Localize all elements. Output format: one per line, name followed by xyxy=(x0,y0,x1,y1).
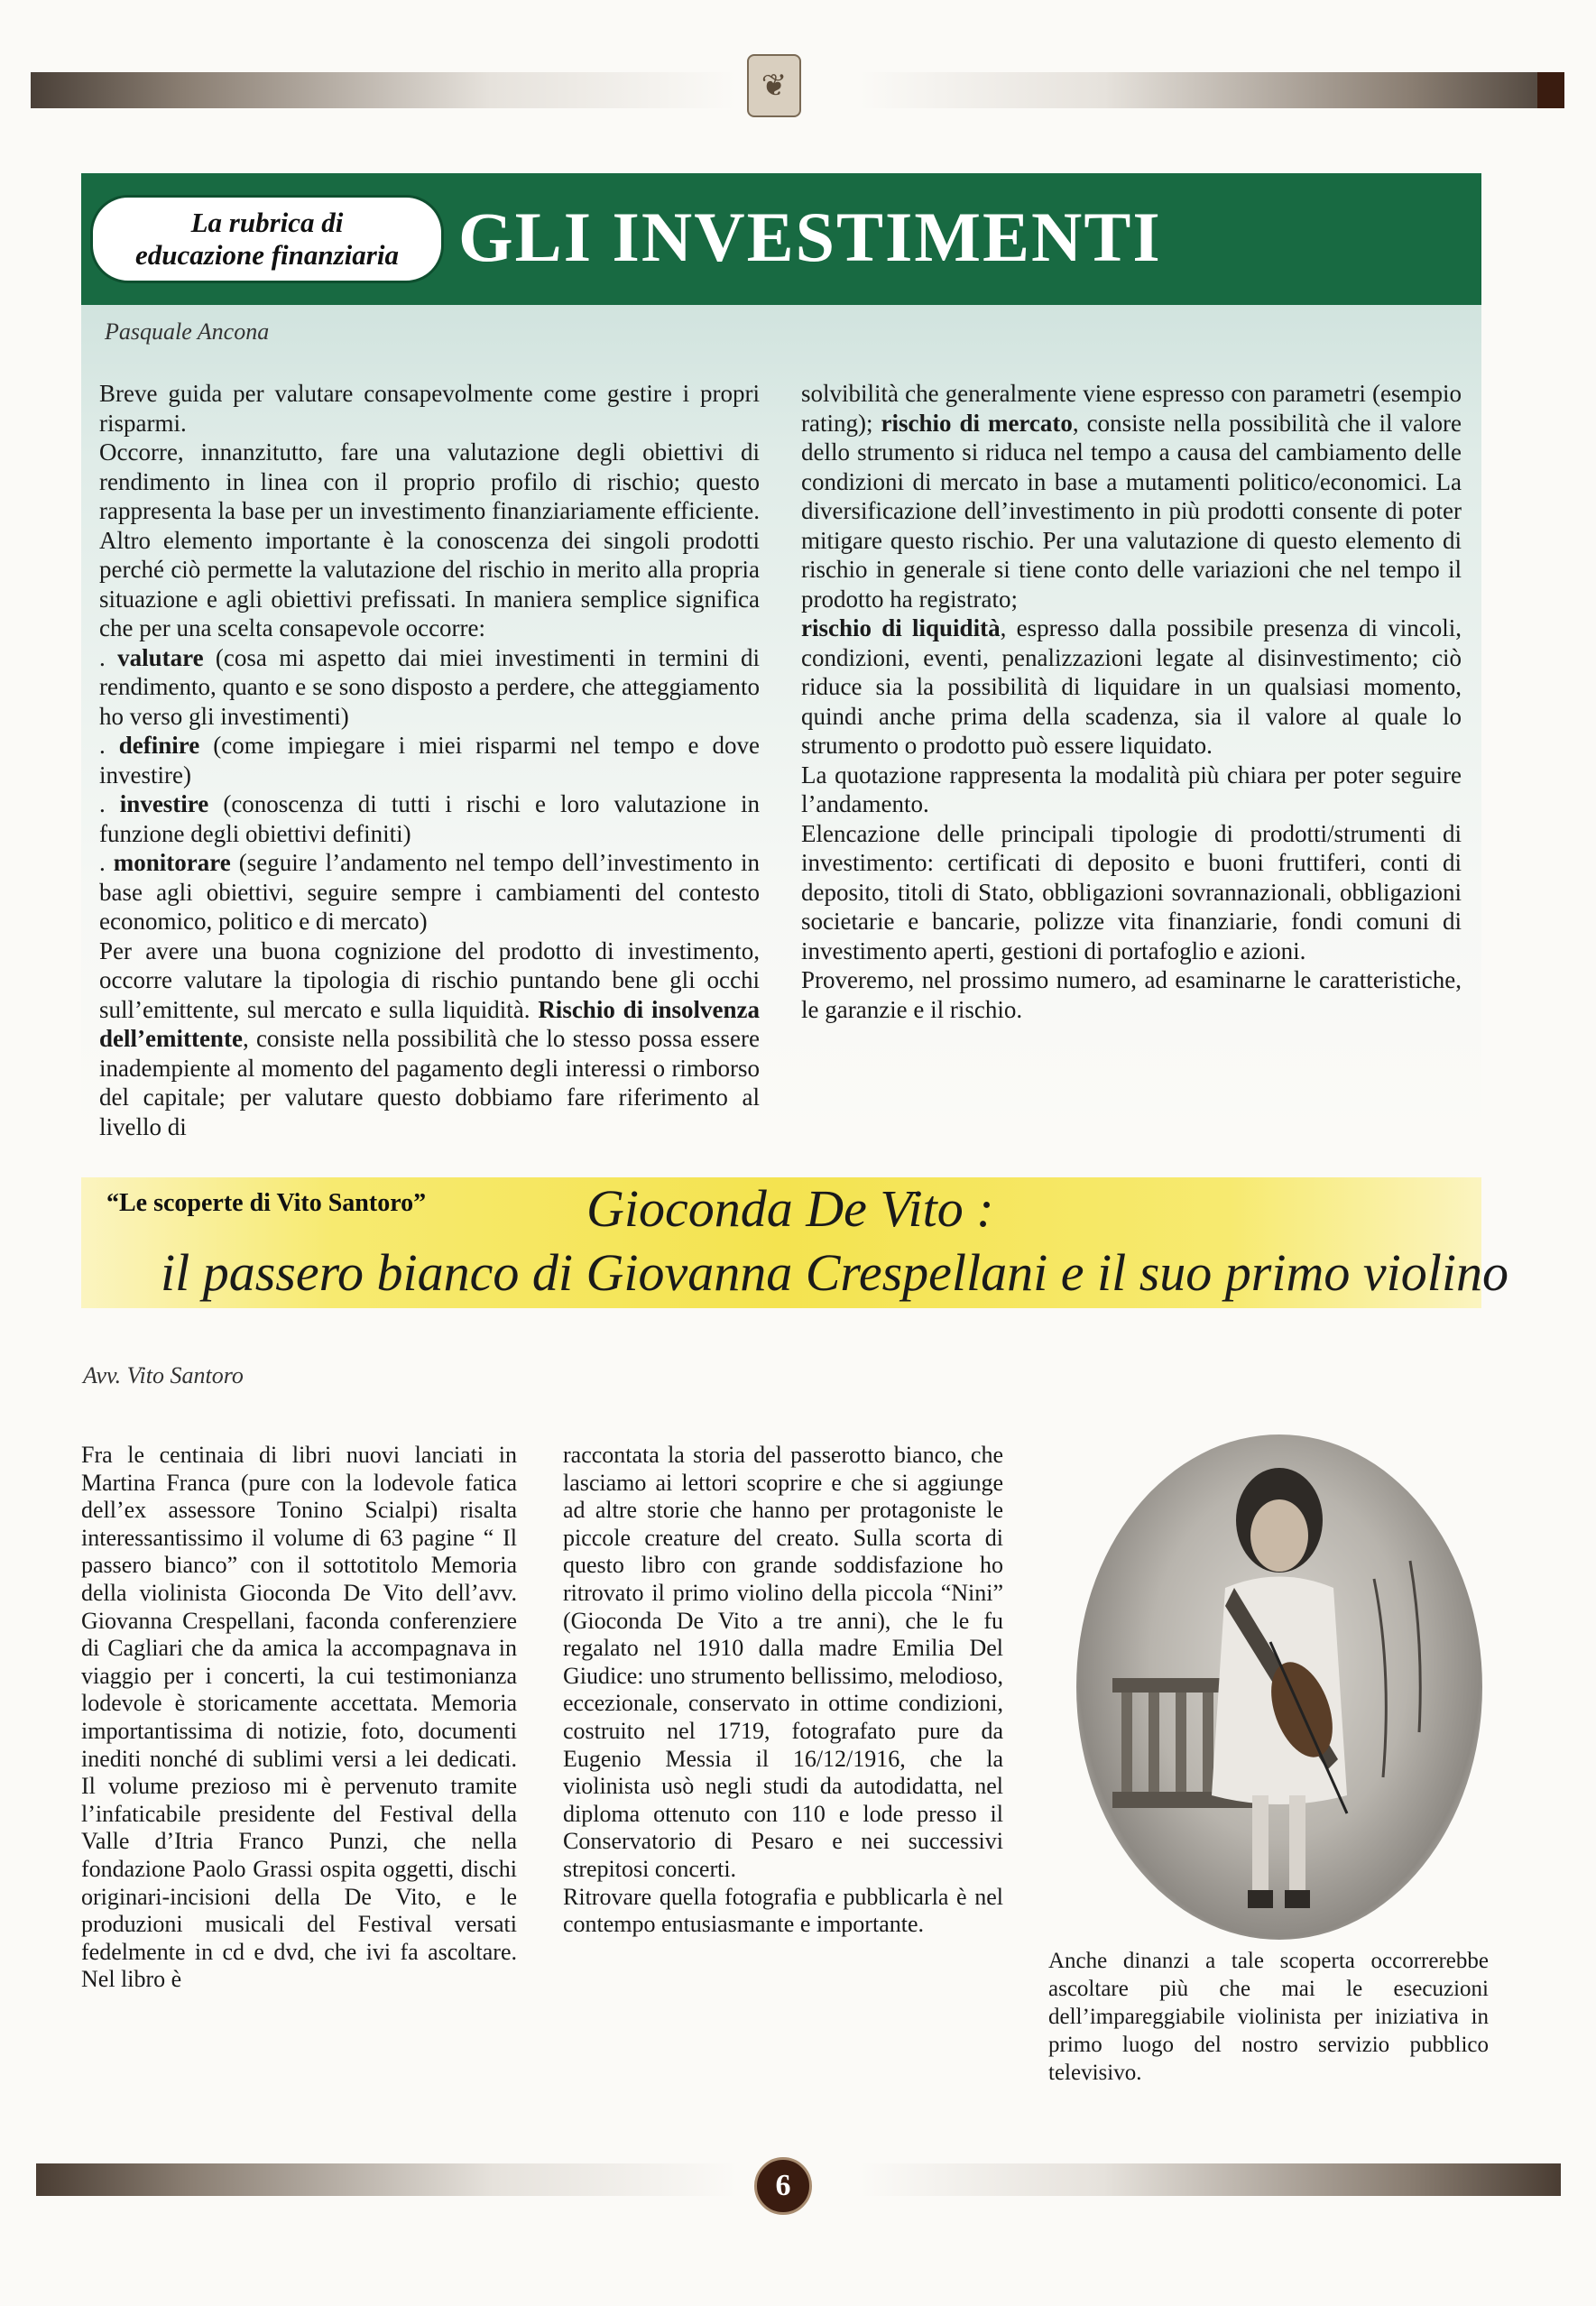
article-title-line2: il passero bianco di Giovanna Crespellani e il suo primo violino xyxy=(161,1243,1508,1302)
paragraph: Breve guida per valutare consapevolmente come gestire i propri risparmi. xyxy=(99,380,760,437)
article-title-line1: Gioconda De Vito : xyxy=(586,1179,994,1238)
text-run: , consiste nella possibilità che il valore dello strumento si riduca nel tempo a causa del cambiamento delle condizioni di mercato in base a mutamenti politico/economici. La diversificazione dell’investimento in più prodotti consente di poter mitigare questo rischio. Per una valutazione di questo elemento di rischio in generale si tiene conto delle variazioni che nel tempo il prodotto ha registrato; xyxy=(801,409,1462,613)
text-run: Per avere una buona cognizione del prodotto di investimento, occorre valutare la tipologia di rischio puntando bene gli occhi sull’emittente, sul mercato e sulla liquidità. xyxy=(99,936,760,1023)
paragraph: Elencazione delle principali tipologie di prodotti/strumenti di investimento: certificati di deposito e buoni fruttiferi, conti di deposito, titoli di Stato, obbligazioni sovrannazionali, obbligazioni societarie e bancarie, polizze vita finanziarie, fondi comuni di investimento aperti, gestioni di portafoglio e azioni. xyxy=(801,819,1462,964)
article-author: Avv. Vito Santoro xyxy=(83,1362,244,1388)
article-column-1 xyxy=(81,1442,517,1994)
investimenti-right-column xyxy=(801,379,1462,1024)
emblem-icon: ❦ xyxy=(747,54,801,117)
paragraph xyxy=(801,613,1462,761)
section-title: GLI INVESTIMENTI xyxy=(458,198,1162,276)
rubric-line2: educazione finanziaria xyxy=(135,239,399,271)
text-run: (seguire l’andamento nel tempo dell’investimento in base agli obiettivi, seguire sempre i cambiamenti del contesto economico, politico e di mercato) xyxy=(99,849,761,935)
text-run: (come impiegare i miei risparmi nel tempo e dove investire) xyxy=(99,732,760,789)
rubric-line1: La rubrica di xyxy=(190,207,344,238)
gioconda-de-vito-photo xyxy=(1076,1434,1482,1940)
paragraph: Fra le centinaia di libri nuovi lanciati in Martina Franca (pure con la lodevole fatica dell’ex assessore Tonino Scialpi) risalta interessantissimo il volume di 63 pagine “ Il passero bianco” con il sottotitolo Memoria della violinista Gioconda De Vito dell’avv. Giovanna Crespellani, faconda conferenziere di Cagliari che da amica la accompagnava in viaggio per i concerti, la cui testimonianza lodevole è storicamente accettata. Memoria importantissima di notizie, foto, documenti inediti nonché di sublimi versi a lei dedicati. Il volume prezioso mi è pervenuto tramite l’infaticabile presidente del Festival della Valle d’Itria Franco Punzi, che nella fondazione Paolo Grassi ospita oggetti, dischi originari-incisioni della De Vito, e le produzioni musicali del Festival versati fedelmente in cd e dvd, che ivi fa ascoltare. Nel libro è xyxy=(81,1442,517,1993)
paragraph xyxy=(801,379,1462,613)
violinist-girl-image xyxy=(1076,1434,1482,1940)
bold-term: investire xyxy=(119,790,209,817)
text-run: solvibilità che generalmente viene espresso con parametri (esempio rating); xyxy=(801,380,1462,437)
paragraph xyxy=(99,789,760,848)
investimenti-author: Pasquale Ancona xyxy=(105,318,270,345)
text-run: (conoscenza di tutti i rischi e loro valutazione in funzione degli obiettivi definiti) xyxy=(99,790,760,847)
bold-term: valutare xyxy=(117,643,204,671)
photo-caption: Anche dinanzi a tale scoperta occorrerebbe ascoltare più che mai le esecuzioni dell’impareggiabile violinista per iniziativa in primo luogo del nostro servizio pubblico televisivo. xyxy=(1048,1949,1489,2085)
paragraph: La quotazione rappresenta la modalità più chiara per poter seguire l’andamento. xyxy=(801,761,1462,817)
bold-term: definire xyxy=(118,732,200,759)
text-run: , consiste nella possibilità che lo stesso possa essere inadempiente al momento del pagamento degli interessi o rimborso del capitale; per valutare questo dobbiamo fare riferimento al livello di xyxy=(99,1025,760,1140)
rubric-badge xyxy=(90,195,444,283)
text-run: . xyxy=(99,732,119,759)
paragraph: Proveremo, nel prossimo numero, ad esaminarne le caratteristiche, le garanzie e il rischio. xyxy=(801,966,1462,1023)
article-column-2 xyxy=(563,1442,1003,1939)
text-run: . xyxy=(99,643,118,671)
investimenti-left-column xyxy=(99,379,760,1141)
text-run: (cosa mi aspetto dai miei investimenti in termini di rendimento, quanto e se sono disposto a perdere, che atteggiamento ho verso gli investimenti) xyxy=(99,643,761,730)
paragraph: raccontata la storia del passerotto bianco, che lasciamo ai lettori scoprire e che si aggiunge ad altre storie che hanno per protagoniste le piccole creature del creato. Sulla scorta di questo libro con grande soddisfazione ho ritrovato il primo violino della piccola “Nini” (Gioconda De Vito a tre anni), che le fu regalato nel 1910 dalla madre Emilia Del Giudice: uno strumento bellissimo, melodioso, eccezionale, conservato in ottime condizioni, costruito nel 1719, fotografato pure da Eugenio Messia il 16/12/1916, che la violinista usò negli studi da autodidatta, nel diploma ottenuto con 110 e lode presso il Conservatorio di Pesaro e nei successivi strepitosi concerti. xyxy=(563,1442,1003,1882)
paragraph xyxy=(99,643,760,732)
paragraph: Ritrovare quella fotografia e pubblicarla è nel contempo entusiasmante e importante. xyxy=(563,1883,1003,1938)
text-run: . xyxy=(99,849,114,876)
text-run: , espresso dalla possibile presenza di vincoli, condizioni, eventi, penalizzazioni legate al disinvestimento; ciò riduce sia la possibilità di liquidare in un qualsiasi momento, quindi anche prima della scadenza, sia il valore al quale lo strumento o prodotto può essere liquidato. xyxy=(801,614,1462,759)
bold-term: rischio di liquidità xyxy=(801,614,1001,641)
page-number: 6 xyxy=(754,2157,812,2215)
paragraph xyxy=(99,848,760,936)
bold-term: Rischio di insolvenza dell’emittente xyxy=(99,995,760,1052)
bold-term: monitorare xyxy=(113,849,231,876)
paragraph: Occorre, innanzitutto, fare una valutazione degli obiettivi di rendimento in linea con il proprio profilo di rischio; questo rappresenta la base per un investimento finanziariamente efficiente. Altro elemento importante è la conoscenza dei singoli prodotti perché ciò permette la valutazione del rischio in merito alla propria situazione e agli obiettivi prefissati. In maniera semplice significa che per una scelta consapevole occorre: xyxy=(99,438,760,641)
paragraph xyxy=(99,936,760,1142)
text-run: . xyxy=(99,790,120,817)
banner-label: “Le scoperte di Vito Santoro” xyxy=(106,1189,427,1217)
paragraph xyxy=(99,731,760,789)
bold-term: rischio di mercato xyxy=(881,409,1073,437)
